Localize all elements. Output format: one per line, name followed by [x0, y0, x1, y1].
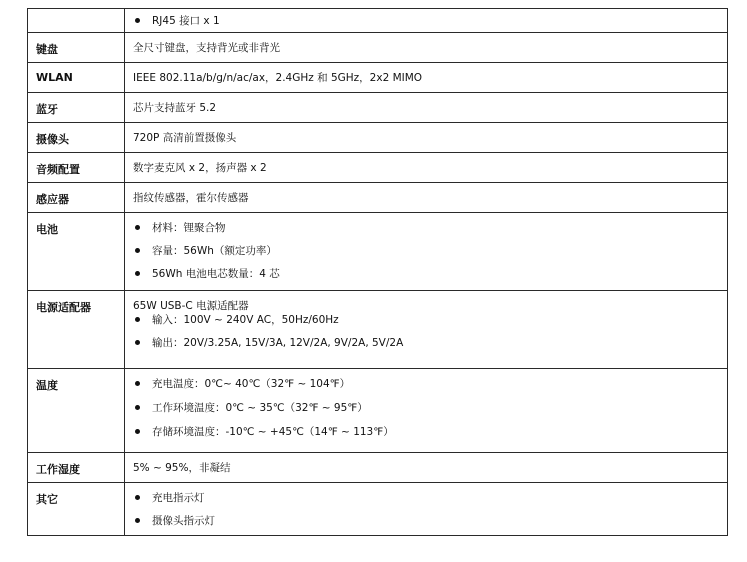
bullet-list: [133, 491, 727, 528]
list-item: 充电指示灯: [133, 491, 727, 505]
row-value: 数字麦克风 x 2，扬声器 x 2: [125, 153, 728, 183]
list-item: 存储环境温度：-10℃ ~ +45℃（14℉ ~ 113℉）: [133, 425, 727, 439]
row-value: IEEE 802.11a/b/g/n/ac/ax，2.4GHz 和 5GHz，2x2 MIMO: [125, 63, 728, 93]
row-value: 指纹传感器，霍尔传感器: [125, 183, 728, 213]
list-item: 输入：100V ~ 240V AC，50Hz/60Hz: [133, 313, 727, 327]
table-row: [28, 153, 728, 183]
spec-table: [27, 8, 728, 536]
list-item: RJ45 接口 x 1: [133, 14, 727, 28]
list-item: 摄像头指示灯: [133, 514, 727, 528]
list-item: 工作环境温度：0℃ ~ 35℃（32℉ ~ 95℉）: [133, 401, 727, 415]
row-label: 键盘: [28, 33, 125, 63]
list-item: 容量：56Wh（额定功率）: [133, 244, 727, 258]
list-item: 充电温度：0℃~ 40℃（32℉ ~ 104℉）: [133, 377, 727, 391]
bullet-list: [133, 14, 727, 28]
bullet-list: [133, 377, 727, 439]
row-label: 工作湿度: [28, 453, 125, 483]
list-item: 材料：锂聚合物: [133, 221, 727, 235]
row-label: 电池: [28, 213, 125, 291]
row-value: 芯片支持蓝牙 5.2: [125, 93, 728, 123]
table-row: [28, 291, 728, 369]
row-label: WLAN: [28, 63, 125, 93]
row-label: 温度: [28, 369, 125, 453]
adapter-title: 65W USB-C 电源适配器: [133, 300, 249, 312]
table-row: [28, 183, 728, 213]
row-value: [125, 483, 728, 536]
row-label: 感应器: [28, 183, 125, 213]
table-row: [28, 369, 728, 453]
row-value: [125, 291, 728, 369]
row-value: [125, 9, 728, 33]
row-label: [28, 9, 125, 33]
bullet-list: [133, 313, 727, 350]
table-row: [28, 33, 728, 63]
list-item: 输出：20V/3.25A, 15V/3A, 12V/2A, 9V/2A, 5V/2A: [133, 336, 727, 350]
table-row: [28, 63, 728, 93]
row-value: 5% ~ 95%，非凝结: [125, 453, 728, 483]
row-value: [125, 213, 728, 291]
table-row: [28, 453, 728, 483]
table-row: [28, 483, 728, 536]
table-row: [28, 93, 728, 123]
row-label: 蓝牙: [28, 93, 125, 123]
table-row: [28, 9, 728, 33]
row-value: 全尺寸键盘，支持背光或非背光: [125, 33, 728, 63]
list-item: 56Wh 电池电芯数量：4 芯: [133, 267, 727, 281]
table-row: [28, 123, 728, 153]
bullet-list: [133, 221, 727, 281]
table-row: [28, 213, 728, 291]
row-label: 音频配置: [28, 153, 125, 183]
row-label: 其它: [28, 483, 125, 536]
row-value: 720P 高清前置摄像头: [125, 123, 728, 153]
row-label: 摄像头: [28, 123, 125, 153]
row-label: 电源适配器: [28, 291, 125, 369]
row-value: [125, 369, 728, 453]
